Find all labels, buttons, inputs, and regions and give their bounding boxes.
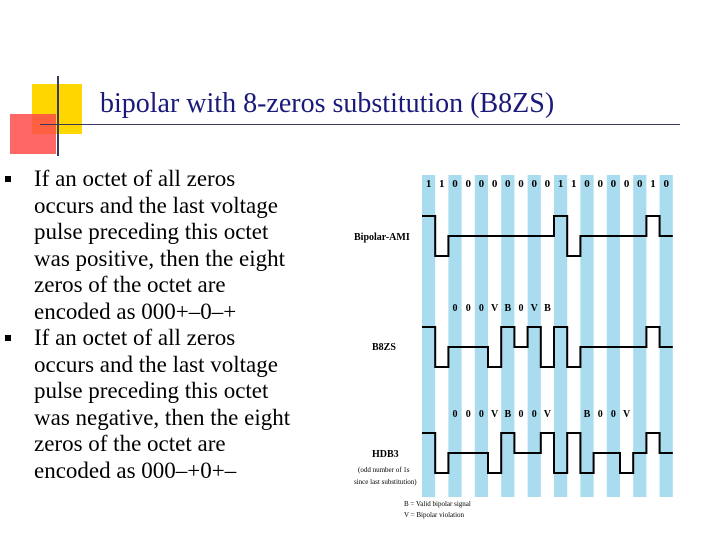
hdb3-annotation-symbol: B [583, 409, 591, 420]
bit-label: 0 [452, 178, 458, 190]
bullet-line: If an octet of all zeros [34, 325, 236, 350]
bit-stripe [554, 175, 567, 497]
decor-red-square [10, 114, 56, 154]
bit-label: 0 [505, 178, 511, 190]
bit-stripe [501, 175, 514, 497]
bit-stripe [607, 175, 620, 497]
decor-vertical-line [57, 76, 59, 156]
hdb3-annotation-symbol: 0 [465, 409, 471, 420]
bit-label: 0 [623, 178, 630, 190]
hdb3-annotation-symbol: V [543, 409, 552, 420]
bit-sequence [426, 178, 670, 190]
bullet-line: was negative, then the eight [34, 404, 291, 430]
row-label-b8zs: B8ZS [372, 342, 396, 353]
bit-label: 0 [544, 178, 551, 190]
encoding-diagram [350, 165, 690, 525]
hdb3-annotation-symbol: 0 [518, 409, 524, 420]
bullet-marker [5, 176, 11, 182]
bit-label: 0 [597, 178, 603, 190]
b8zs-annotation-symbol: B [544, 303, 551, 314]
bullet-line: pulse preceding this octet [34, 378, 269, 403]
legend-v: V = Bipolar violation [404, 511, 465, 519]
bullet-line: If an octet of all zeros [34, 166, 236, 191]
bullet-line: occurs and the last voltage [34, 351, 278, 377]
bit-stripe [633, 175, 646, 497]
bullet-line: occurs and the last voltage [34, 192, 278, 218]
hdb3-sublabel: (odd number of 1s [358, 466, 410, 474]
bullet-line: pulse preceding this octet [34, 219, 269, 244]
bit-label: 1 [439, 178, 445, 190]
bit-stripes [422, 175, 673, 497]
bit-stripe [448, 175, 461, 497]
bit-stripe [580, 175, 593, 497]
hdb3-annotation-symbol: 0 [610, 409, 616, 420]
hdb3-sublabel: since last substitution) [354, 478, 417, 486]
bullet-list [0, 166, 360, 484]
bit-label: 0 [465, 178, 471, 190]
legend-b: B = Valid bipolar signal [404, 500, 471, 508]
bit-label: 0 [584, 178, 590, 190]
hdb3-annotation-symbol: 0 [452, 409, 458, 420]
bullet-marker [5, 335, 11, 341]
b8zs-annotation-symbol: V [530, 303, 538, 314]
bullet-line: encoded as 000+–0–+ [34, 298, 237, 324]
bullet-item [0, 325, 360, 484]
bit-stripe [475, 175, 488, 497]
bit-label: 0 [637, 178, 643, 190]
hdb3-annotation-symbol: V [622, 409, 631, 420]
bit-label: 0 [663, 178, 669, 190]
bit-label: 1 [650, 178, 656, 190]
slide-title: bipolar with 8-zeros substitution (B8ZS) [100, 88, 555, 119]
bit-label: 0 [610, 178, 617, 190]
row-label-hdb3: HDB3 [372, 449, 399, 460]
b8zs-annotation-symbol: V [490, 303, 499, 314]
bit-label: 1 [571, 178, 577, 190]
bit-label: 0 [531, 178, 537, 190]
bit-stripe [660, 175, 673, 497]
bullet-line: was positive, then the eight [34, 245, 286, 271]
b8zs-annotation-symbol: B [504, 303, 512, 314]
bullet-line: zeros of the octet are [34, 272, 226, 297]
decor-horizontal-line [40, 124, 680, 125]
bit-label: 0 [478, 178, 485, 190]
hdb3-annotation-symbol: 0 [597, 409, 603, 420]
bit-label: 1 [425, 178, 432, 190]
b8zs-annotation-symbol: 0 [452, 303, 458, 314]
bit-label: 0 [518, 178, 524, 190]
bullet-line: encoded as 000–+0+– [34, 457, 237, 483]
hdb3-annotation-symbol: 0 [531, 409, 537, 420]
b8zs-annotation-symbol: 0 [465, 303, 471, 314]
row-label-bipolar-ami: Bipolar-AMI [354, 232, 410, 243]
b8zs-annotation-symbol: 0 [518, 303, 524, 314]
bit-stripe [528, 175, 541, 497]
bullet-item [0, 166, 360, 325]
hdb3-annotation-symbol: V [490, 409, 499, 420]
b8zs-annotation-symbol: 0 [478, 303, 484, 314]
bit-label: 1 [557, 178, 564, 190]
hdb3-annotation-symbol: 0 [478, 409, 484, 420]
hdb3-annotation-symbol: B [504, 409, 512, 420]
bit-stripe [422, 175, 435, 497]
hdb3-annotation [453, 409, 631, 420]
bit-label: 0 [491, 178, 498, 190]
bullet-line: zeros of the octet are [34, 431, 226, 456]
